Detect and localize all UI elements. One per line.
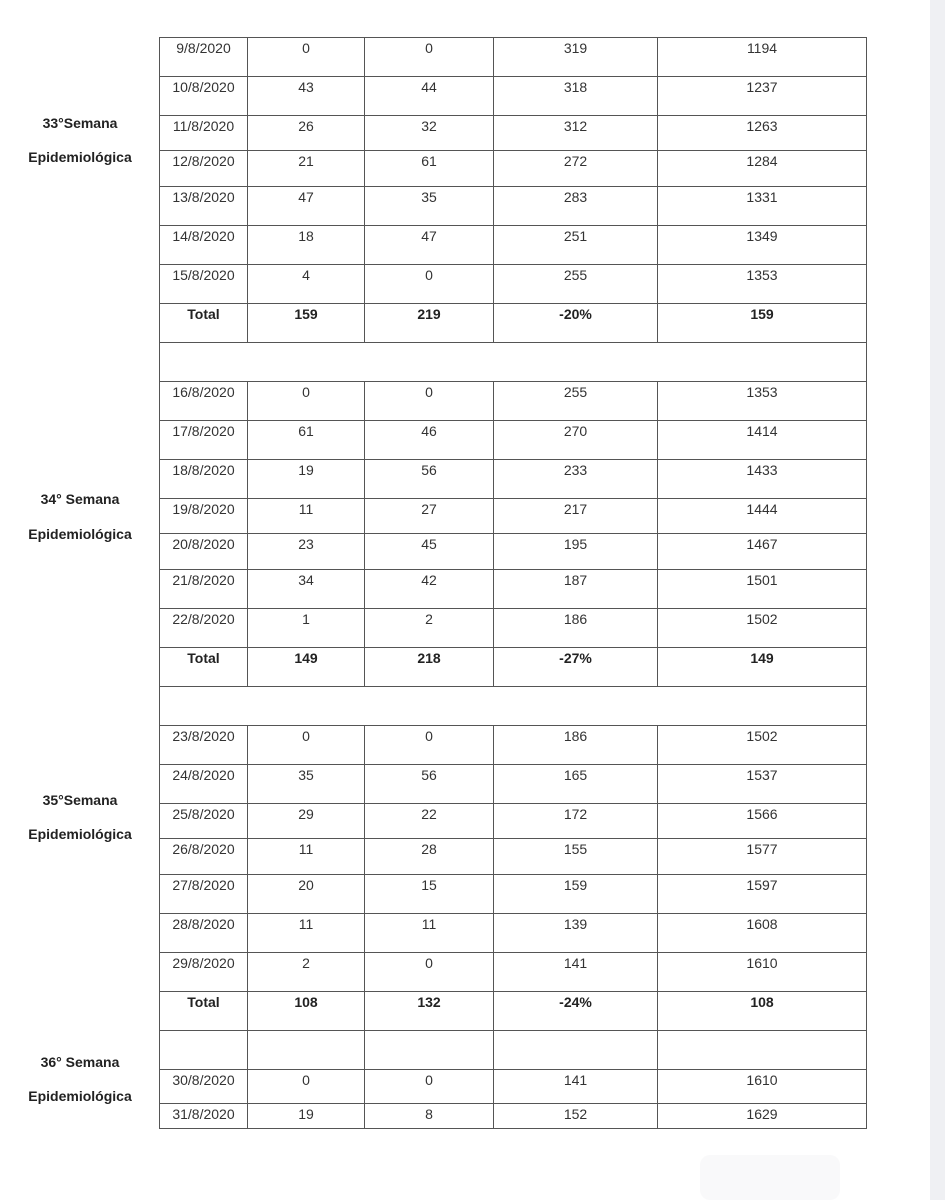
total-value: 108 xyxy=(248,992,365,1031)
value-cell: 0 xyxy=(248,382,365,421)
value-cell: 21 xyxy=(248,151,365,187)
value-cell: 186 xyxy=(494,609,658,648)
value-cell: 1353 xyxy=(658,382,867,421)
total-row xyxy=(160,648,867,687)
value-cell: 1353 xyxy=(658,265,867,304)
week-33-label-sub: Epidemiológica xyxy=(28,149,132,165)
total-value: 159 xyxy=(658,304,867,343)
value-cell: 0 xyxy=(365,726,494,765)
total-percent: -20% xyxy=(494,304,658,343)
value-cell: 32 xyxy=(365,116,494,151)
table-row xyxy=(160,151,867,187)
value-cell: 1502 xyxy=(658,726,867,765)
table-row xyxy=(160,382,867,421)
value-cell: 47 xyxy=(365,226,494,265)
table-row xyxy=(160,570,867,609)
value-cell: 233 xyxy=(494,460,658,499)
value-cell: 0 xyxy=(365,1070,494,1104)
value-cell: 187 xyxy=(494,570,658,609)
empty-cell xyxy=(160,1031,248,1070)
date-cell: 18/8/2020 xyxy=(160,460,248,499)
value-cell: 26 xyxy=(248,116,365,151)
value-cell: 141 xyxy=(494,953,658,992)
spacer-row xyxy=(160,343,867,382)
value-cell: 1444 xyxy=(658,499,867,534)
value-cell: 34 xyxy=(248,570,365,609)
total-value: 108 xyxy=(658,992,867,1031)
week-34-label: 34° Semana xyxy=(40,491,120,507)
value-cell: 283 xyxy=(494,187,658,226)
value-cell: 46 xyxy=(365,421,494,460)
value-cell: 1629 xyxy=(658,1104,867,1129)
date-cell: 21/8/2020 xyxy=(160,570,248,609)
table-row xyxy=(160,1104,867,1129)
value-cell: 1610 xyxy=(658,1070,867,1104)
empty-cell xyxy=(494,1031,658,1070)
date-cell: 12/8/2020 xyxy=(160,151,248,187)
scrollbar-track[interactable] xyxy=(930,0,945,1200)
table-row xyxy=(160,265,867,304)
value-cell: 20 xyxy=(248,875,365,914)
total-percent: -24% xyxy=(494,992,658,1031)
value-cell: 1414 xyxy=(658,421,867,460)
value-cell: 11 xyxy=(248,499,365,534)
value-cell: 165 xyxy=(494,765,658,804)
total-value: 149 xyxy=(248,648,365,687)
spacer-row xyxy=(160,687,867,726)
value-cell: 1 xyxy=(248,609,365,648)
value-cell: 43 xyxy=(248,77,365,116)
value-cell: 0 xyxy=(248,38,365,77)
date-cell: 28/8/2020 xyxy=(160,914,248,953)
table-row xyxy=(160,804,867,839)
value-cell: 255 xyxy=(494,382,658,421)
value-cell: 27 xyxy=(365,499,494,534)
total-row xyxy=(160,992,867,1031)
total-value: 219 xyxy=(365,304,494,343)
table-row xyxy=(160,1070,867,1104)
table-row xyxy=(160,77,867,116)
date-cell: 16/8/2020 xyxy=(160,382,248,421)
table-row xyxy=(160,914,867,953)
value-cell: 15 xyxy=(365,875,494,914)
date-cell: 29/8/2020 xyxy=(160,953,248,992)
value-cell: 1237 xyxy=(658,77,867,116)
date-cell: 22/8/2020 xyxy=(160,609,248,648)
date-cell: 15/8/2020 xyxy=(160,265,248,304)
empty-cell xyxy=(658,1031,867,1070)
table-row xyxy=(160,187,867,226)
value-cell: 0 xyxy=(365,953,494,992)
date-cell: 9/8/2020 xyxy=(160,38,248,77)
page-indicator xyxy=(700,1155,840,1200)
table-row xyxy=(160,534,867,570)
total-value: 218 xyxy=(365,648,494,687)
value-cell: 319 xyxy=(494,38,658,77)
table-row xyxy=(160,499,867,534)
value-cell: 11 xyxy=(365,914,494,953)
value-cell: 1502 xyxy=(658,609,867,648)
value-cell: 22 xyxy=(365,804,494,839)
value-cell: 29 xyxy=(248,804,365,839)
value-cell: 35 xyxy=(365,187,494,226)
value-cell: 18 xyxy=(248,226,365,265)
date-cell: 31/8/2020 xyxy=(160,1104,248,1129)
table-row xyxy=(160,765,867,804)
value-cell: 0 xyxy=(365,382,494,421)
date-cell: 11/8/2020 xyxy=(160,116,248,151)
empty-cell xyxy=(160,343,867,382)
value-cell: 44 xyxy=(365,77,494,116)
empty-cell xyxy=(248,1031,365,1070)
value-cell: 42 xyxy=(365,570,494,609)
value-cell: 159 xyxy=(494,875,658,914)
table-row xyxy=(160,116,867,151)
value-cell: 0 xyxy=(365,265,494,304)
date-cell: 13/8/2020 xyxy=(160,187,248,226)
value-cell: 272 xyxy=(494,151,658,187)
value-cell: 1566 xyxy=(658,804,867,839)
date-cell: 27/8/2020 xyxy=(160,875,248,914)
value-cell: 1284 xyxy=(658,151,867,187)
value-cell: 1597 xyxy=(658,875,867,914)
value-cell: 35 xyxy=(248,765,365,804)
value-cell: 1433 xyxy=(658,460,867,499)
total-value: 159 xyxy=(248,304,365,343)
empty-cell xyxy=(365,1031,494,1070)
date-cell: 19/8/2020 xyxy=(160,499,248,534)
total-label: Total xyxy=(160,992,248,1031)
date-cell: 24/8/2020 xyxy=(160,765,248,804)
week-35-label-sub: Epidemiológica xyxy=(28,826,132,842)
table-row xyxy=(160,460,867,499)
value-cell: 0 xyxy=(365,38,494,77)
value-cell: 61 xyxy=(248,421,365,460)
value-cell: 1501 xyxy=(658,570,867,609)
value-cell: 217 xyxy=(494,499,658,534)
value-cell: 45 xyxy=(365,534,494,570)
value-cell: 19 xyxy=(248,460,365,499)
value-cell: 23 xyxy=(248,534,365,570)
table-row xyxy=(160,226,867,265)
date-cell: 20/8/2020 xyxy=(160,534,248,570)
date-cell: 25/8/2020 xyxy=(160,804,248,839)
epidemiological-data-table xyxy=(159,37,867,1129)
table-row xyxy=(160,609,867,648)
week-33-label: 33°Semana xyxy=(42,115,118,131)
value-cell: 28 xyxy=(365,839,494,875)
date-cell: 30/8/2020 xyxy=(160,1070,248,1104)
date-cell: 14/8/2020 xyxy=(160,226,248,265)
table-row xyxy=(160,953,867,992)
value-cell: 2 xyxy=(365,609,494,648)
value-cell: 1577 xyxy=(658,839,867,875)
week-36-label: 36° Semana xyxy=(40,1054,120,1070)
value-cell: 186 xyxy=(494,726,658,765)
value-cell: 155 xyxy=(494,839,658,875)
value-cell: 1610 xyxy=(658,953,867,992)
date-cell: 26/8/2020 xyxy=(160,839,248,875)
week-34-label-sub: Epidemiológica xyxy=(28,526,132,542)
value-cell: 0 xyxy=(248,1070,365,1104)
value-cell: 1194 xyxy=(658,38,867,77)
table-row xyxy=(160,421,867,460)
date-cell: 10/8/2020 xyxy=(160,77,248,116)
value-cell: 47 xyxy=(248,187,365,226)
table-row xyxy=(160,726,867,765)
value-cell: 255 xyxy=(494,265,658,304)
value-cell: 61 xyxy=(365,151,494,187)
empty-cell xyxy=(160,687,867,726)
total-label: Total xyxy=(160,648,248,687)
value-cell: 251 xyxy=(494,226,658,265)
table-row xyxy=(160,875,867,914)
value-cell: 1263 xyxy=(658,116,867,151)
value-cell: 11 xyxy=(248,839,365,875)
week-35-label: 35°Semana xyxy=(42,792,118,808)
value-cell: 56 xyxy=(365,765,494,804)
value-cell: 312 xyxy=(494,116,658,151)
value-cell: 270 xyxy=(494,421,658,460)
table-row xyxy=(160,839,867,875)
value-cell: 2 xyxy=(248,953,365,992)
value-cell: 152 xyxy=(494,1104,658,1129)
value-cell: 19 xyxy=(248,1104,365,1129)
value-cell: 4 xyxy=(248,265,365,304)
value-cell: 139 xyxy=(494,914,658,953)
value-cell: 1331 xyxy=(658,187,867,226)
value-cell: 318 xyxy=(494,77,658,116)
value-cell: 1467 xyxy=(658,534,867,570)
total-value: 149 xyxy=(658,648,867,687)
total-percent: -27% xyxy=(494,648,658,687)
table-row xyxy=(160,38,867,77)
value-cell: 8 xyxy=(365,1104,494,1129)
date-cell: 23/8/2020 xyxy=(160,726,248,765)
value-cell: 172 xyxy=(494,804,658,839)
value-cell: 141 xyxy=(494,1070,658,1104)
date-cell: 17/8/2020 xyxy=(160,421,248,460)
total-row xyxy=(160,304,867,343)
value-cell: 1537 xyxy=(658,765,867,804)
spacer-row xyxy=(160,1031,867,1070)
value-cell: 56 xyxy=(365,460,494,499)
value-cell: 195 xyxy=(494,534,658,570)
value-cell: 1608 xyxy=(658,914,867,953)
value-cell: 11 xyxy=(248,914,365,953)
value-cell: 1349 xyxy=(658,226,867,265)
value-cell: 0 xyxy=(248,726,365,765)
total-value: 132 xyxy=(365,992,494,1031)
total-label: Total xyxy=(160,304,248,343)
week-36-label-sub: Epidemiológica xyxy=(28,1088,132,1104)
